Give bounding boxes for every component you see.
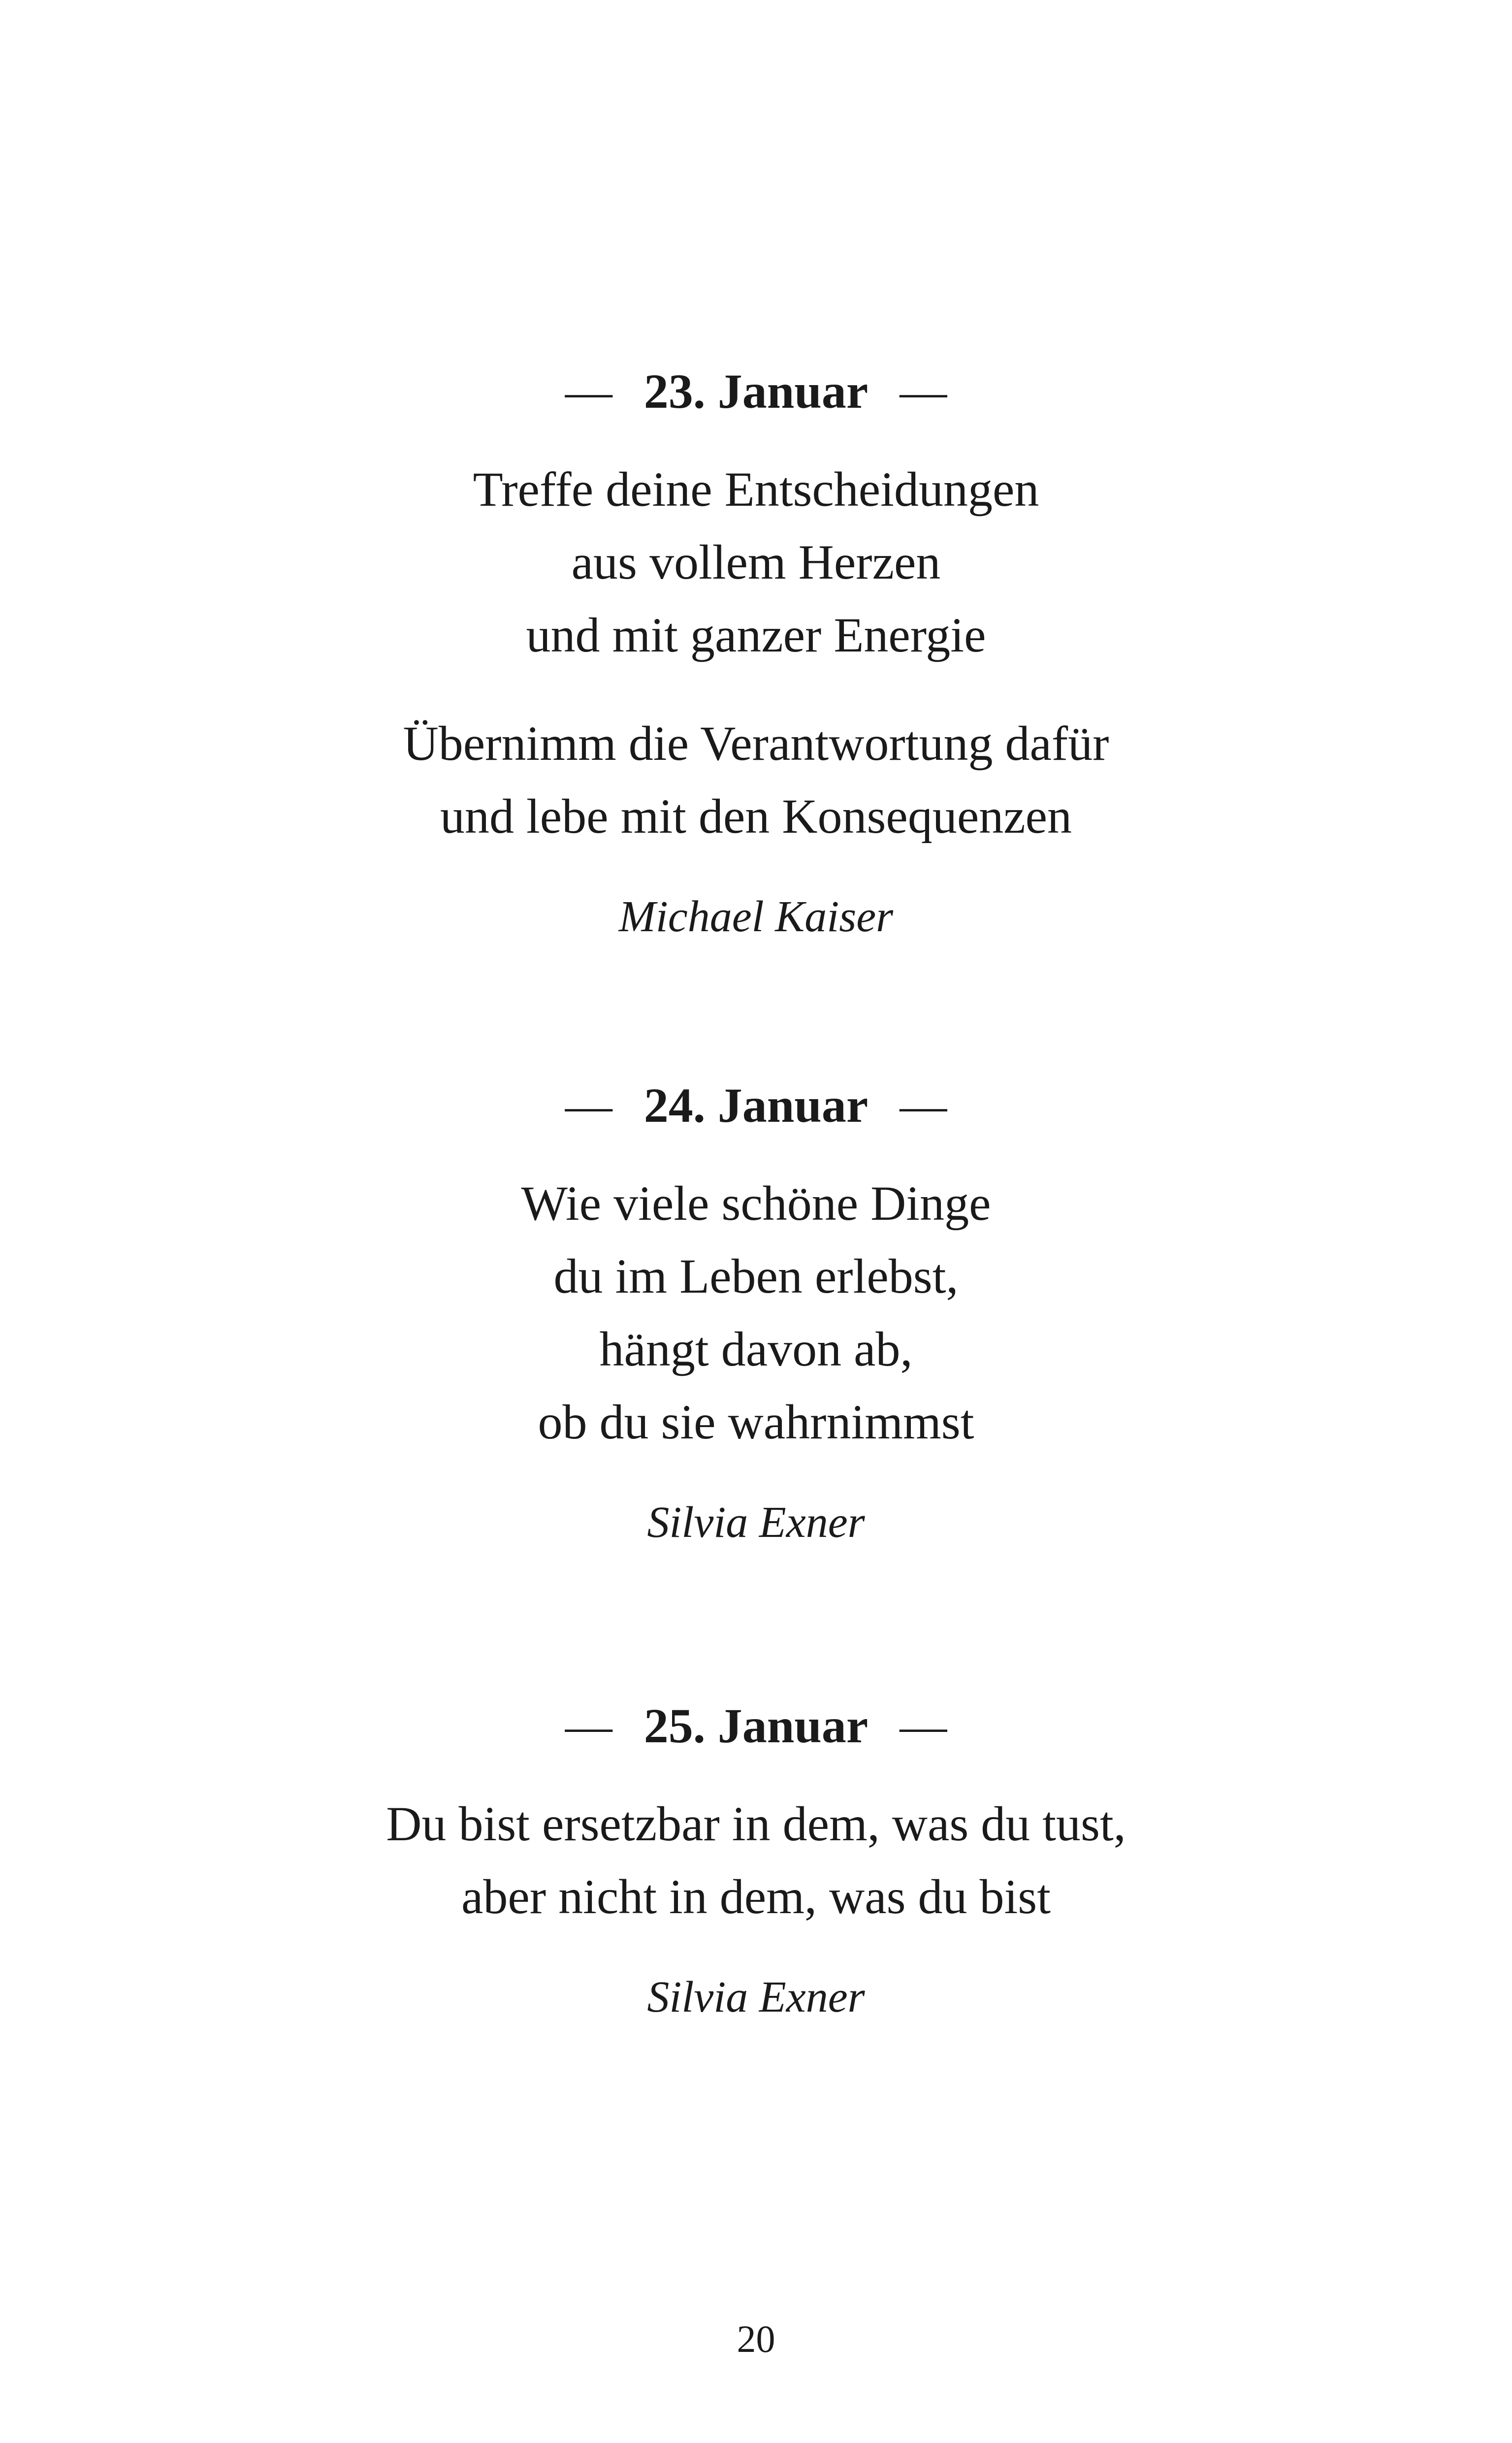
entry-heading: [0, 1689, 1512, 1763]
quote-line: Übernimm die Verantwortung dafür: [403, 716, 1109, 771]
quote-line: Du bist ersetzbar in dem, was du tust,: [386, 1796, 1126, 1851]
em-dash-right: —: [900, 1079, 947, 1132]
em-dash-right: —: [900, 365, 947, 418]
quote-line: du im Leben erlebst,: [553, 1249, 959, 1303]
entry-date: 24. Januar: [643, 1078, 869, 1133]
entry-jan-24: [0, 1069, 1512, 1552]
entry-date: 23. Januar: [643, 364, 869, 419]
em-dash-left: —: [565, 1699, 612, 1752]
stanza: [0, 1788, 1512, 1933]
stanza: [0, 453, 1512, 672]
quote-author: Michael Kaiser: [618, 892, 894, 941]
quote: [0, 1788, 1512, 1933]
quote: [0, 1167, 1512, 1459]
entry-date: 25. Januar: [643, 1698, 869, 1753]
entry-jan-23: [0, 355, 1512, 946]
quote-line: Wie viele schöne Dinge: [521, 1176, 991, 1231]
stanza: [0, 707, 1512, 853]
quote-author: Silvia Exner: [647, 1498, 865, 1547]
quote-author: Silvia Exner: [647, 1973, 865, 2021]
em-dash-left: —: [565, 365, 612, 418]
page-number: 20: [737, 2317, 775, 2360]
quote-line: und mit ganzer Energie: [526, 608, 986, 662]
quote-line: aus vollem Herzen: [571, 535, 941, 589]
quote-line: aber nicht in dem, was du bist: [461, 1869, 1051, 1924]
quote-line: und lebe mit den Konsequenzen: [440, 789, 1072, 844]
entry-heading: [0, 1069, 1512, 1142]
quote-line: ob du sie wahrnimmst: [538, 1395, 974, 1449]
quote: [0, 453, 1512, 853]
quote-line: hängt davon ab,: [599, 1322, 913, 1376]
em-dash-right: —: [900, 1699, 947, 1752]
em-dash-left: —: [565, 1079, 612, 1132]
entry-jan-25: [0, 1689, 1512, 2027]
entry-heading: [0, 355, 1512, 428]
stanza: [0, 1167, 1512, 1459]
quote-line: Treffe deine Entscheidungen: [473, 462, 1039, 517]
